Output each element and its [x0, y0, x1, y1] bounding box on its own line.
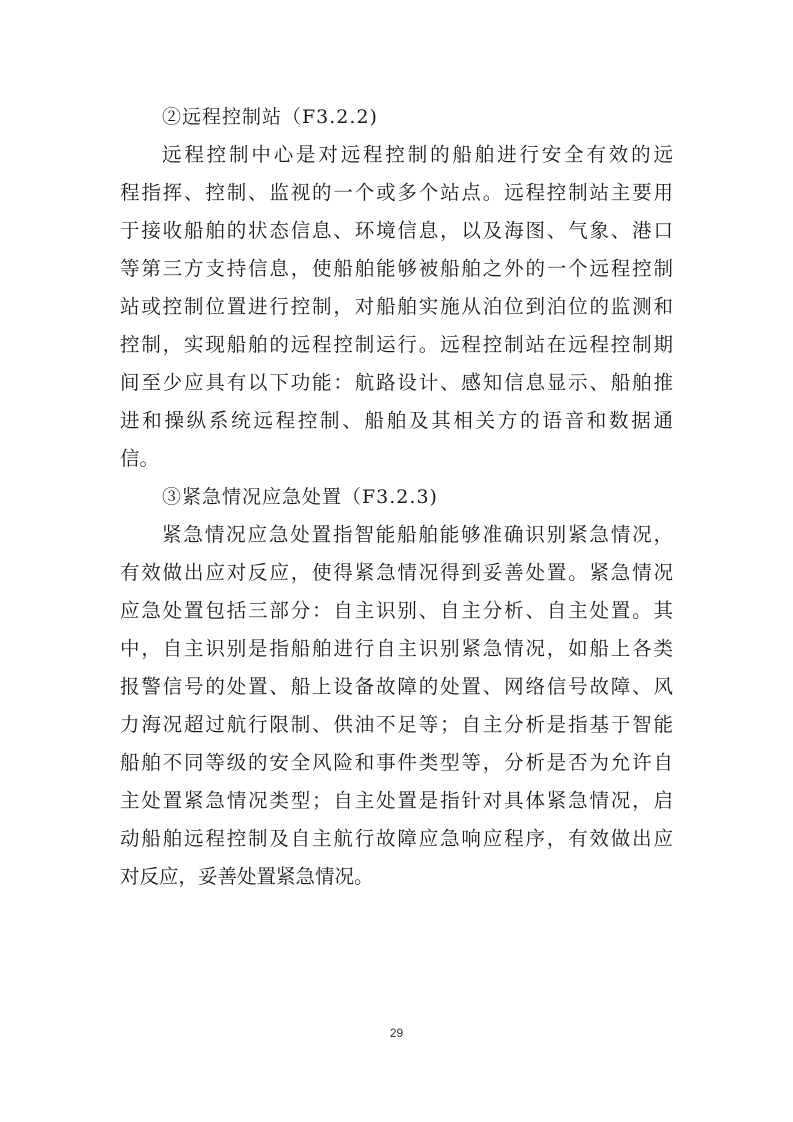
paragraph-line: 站或控制位置进行控制，对船舶实施从泊位到泊位的监测和 [120, 295, 673, 318]
paragraph-emergency-handling [120, 516, 673, 896]
paragraph-line: 信。 [120, 447, 160, 470]
paragraph-line: 报警信号的处置、船上设备故障的处置、网络信号故障、风 [120, 675, 673, 698]
paragraph-line: 紧急情况应急处置指智能船舶能够准确识别紧急情况， [162, 523, 673, 546]
paragraph-line: 控制，实现船舶的远程控制运行。远程控制站在远程控制期 [120, 333, 673, 356]
paragraph-line: 中，自主识别是指船舶进行自主识别紧急情况，如船上各类 [120, 637, 673, 660]
paragraph-line: 远程控制中心是对远程控制的船舶进行安全有效的远 [162, 143, 673, 166]
paragraph-line: 船舶不同等级的安全风险和事件类型等，分析是否为允许自 [120, 751, 673, 774]
paragraph-line: 力海况超过航行限制、供油不足等；自主分析是指基于智能 [120, 713, 673, 736]
paragraph-line: 主处置紧急情况类型；自主处置是指针对具体紧急情况，启 [120, 789, 673, 812]
paragraph-remote-control-station [120, 136, 673, 478]
paragraph-line: 有效做出应对反应，使得紧急情况得到妥善处置。紧急情况 [120, 561, 673, 584]
section-heading-emergency-handling: ③紧急情况应急处置（F3.2.3) [162, 486, 438, 508]
section-heading-remote-control-station: ②远程控制站（F3.2.2) [162, 106, 378, 128]
paragraph-line: 对反应，妥善处置紧急情况。 [120, 865, 374, 888]
paragraph-line: 间至少应具有以下功能：航路设计、感知信息显示、船舶推 [120, 371, 673, 394]
page-body [120, 98, 673, 896]
paragraph-line: 等第三方支持信息，使船舶能够被船舶之外的一个远程控制 [120, 257, 673, 280]
page-number: 29 [389, 1026, 404, 1040]
paragraph-line: 动船舶远程控制及自主航行故障应急响应程序，有效做出应 [120, 827, 673, 850]
paragraph-line: 程指挥、控制、监视的一个或多个站点。远程控制站主要用 [120, 181, 673, 204]
paragraph-line: 应急处置包括三部分：自主识别、自主分析、自主处置。其 [120, 599, 673, 622]
paragraph-line: 进和操纵系统远程控制、船舶及其相关方的语音和数据通 [120, 409, 673, 432]
paragraph-line: 于接收船舶的状态信息、环境信息，以及海图、气象、港口 [120, 219, 673, 242]
